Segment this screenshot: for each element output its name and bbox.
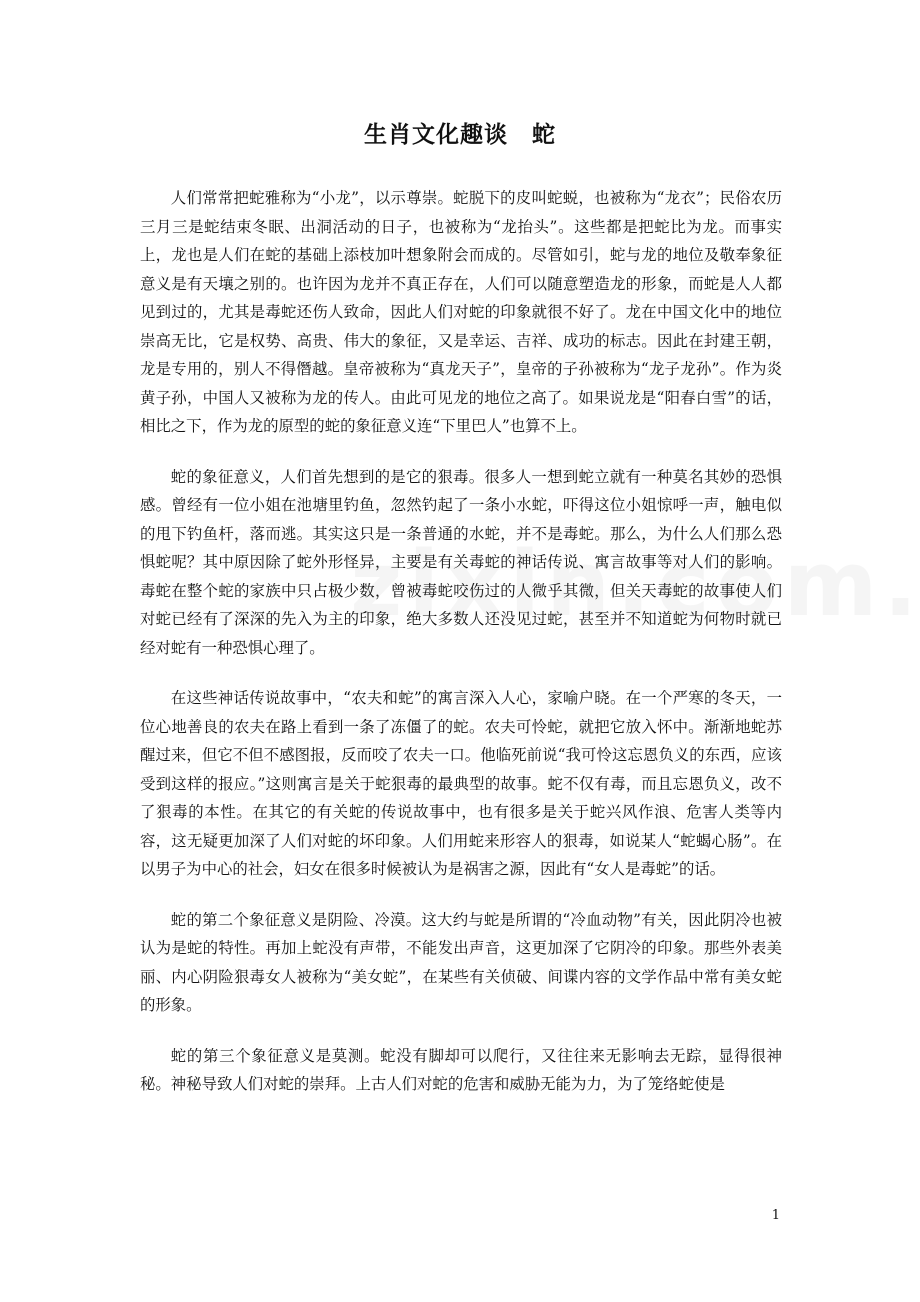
paragraph-5: 蛇的第三个象征意义是莫测。蛇没有脚却可以爬行，又往往来无影响去无踪，显得很神秘。神秘导致人们对蛇的崇拜。上古人们对蛇的危害和威胁无能为力，为了笼络蛇使是 [140,1046,782,1093]
paragraph-4: 蛇的第二个象征意义是阴险、冷漠。这大约与蛇是所谓的“冷血动物”有关，因此阴冷也被认为是蛇的特性。再加上蛇没有声带，不能发出声音，这更加深了它阴冷的印象。那些外表美丽、内心阴险狠毒女人被称为“美女蛇”，在某些有关侦破、间谍内容的文学作品中常有美女蛇的形象。 [140,910,782,1014]
document-title: 生肖文化趣谈 蛇 [364,122,556,148]
document-body [140,184,782,1121]
paragraph-2: 蛇的象征意义，人们首先想到的是它的狠毒。很多人一想到蛇立就有一种莫名其妙的恐惧感。曾经有一位小姐在池塘里钓鱼，忽然钓起了一条小水蛇，吓得这位小姐惊呼一声，触电似的甩下钓鱼杆，落而逃。其实这只是一条普通的水蛇，并不是毒蛇。那么，为什么人们那么恐惧蛇呢？其中原因除了蛇外形怪异，主要是有关毒蛇的神话传说、寓言故事等对人们的影响。毒蛇在整个蛇的家族中只占极少数，曾被毒蛇咬伤过的人微乎其微，但关天毒蛇的故事使人们对蛇已经有了深深的先入为主的印象，绝大多数人还没见过蛇，甚至并不知道蛇为何物时就已经对蛇有一种恐惧心理了。 [140,467,782,657]
paragraph-1: 人们常常把蛇雅称为“小龙”，以示尊崇。蛇脱下的皮叫蛇蜕，也被称为“龙衣”；民俗农历三月三是蛇结束冬眠、出洞活动的日子，也被称为“龙抬头”。这些都是把蛇比为龙。而事实上，龙也是人们在蛇的基础上添枝加叶想象附会而成的。尽管如引，蛇与龙的地位及敬奉象征意义是有天壤之别的。也许因为龙并不真正存在，人们可以随意塑造龙的形象，而蛇是人人都见到过的，尤其是毒蛇还伤人致命，因此人们对蛇的印象就很不好了。龙在中国文化中的地位崇高无比，它是权势、高贵、伟大的象征，又是幸运、吉祥、成功的标志。因此在封建王朝，龙是专用的，别人不得僭越。皇帝被称为“真龙天子”，皇帝的子孙被称为“龙子龙孙”。作为炎黄子孙，中国人又被称为龙的传人。由此可见龙的地位之高了。如果说龙是“阳春白雪”的话，相比之下，作为龙的原型的蛇的象征意义连“下里巴人”也算不上。 [140,189,782,435]
paragraph-3: 在这些神话传说故事中，“农夫和蛇”的寓言深入人心，家喻户晓。在一个严寒的冬天，一位心地善良的农夫在路上看到一条了冻僵了的蛇。农夫可怜蛇，就把它放入怀中。渐渐地蛇苏醒过来，但它不但不感图报，反而咬了农夫一口。他临死前说“我可怜这忘恩负义的东西，应该受到这样的报应。”这则寓言是关于蛇狠毒的最典型的故事。蛇不仅有毒，而且忘恩负义，改不了狠毒的本性。在其它的有关蛇的传说故事中，也有很多是关于蛇兴风作浪、危害人类等内容，这无疑更加深了人们对蛇的坏印象。人们用蛇来形容人的狠毒，如说某人“蛇蝎心肠”。在以男子为中心的社会，妇女在很多时候被认为是祸害之源，因此有“女人是毒蛇”的话。 [140,689,782,878]
page-number: 1 [771,1208,780,1223]
